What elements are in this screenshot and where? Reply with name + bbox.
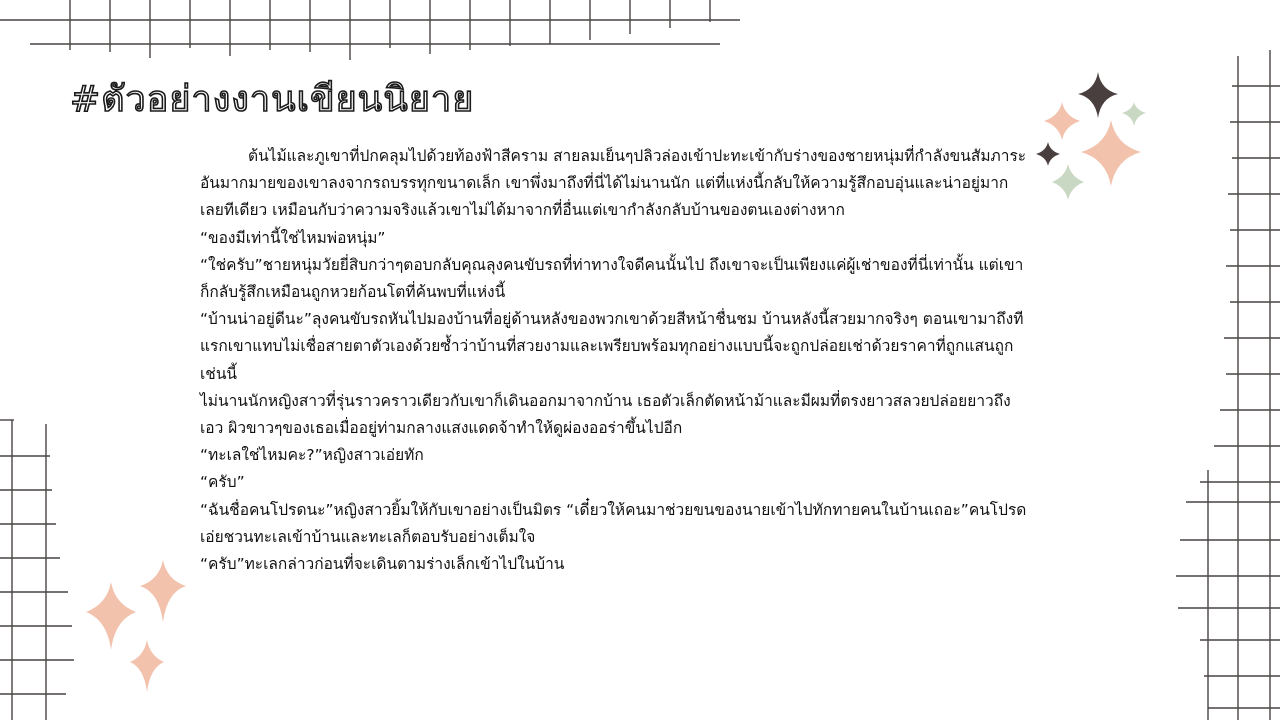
story-paragraph: “ครับ” [200,473,245,492]
sparkle-icon [130,640,164,692]
story-body [200,143,1030,578]
sparkle-icon [1122,102,1146,126]
story-paragraph: “ใช่ครับ”ชายหนุ่มวัยยี่สิบกว่าๆตอบกลับคุณลุงคนขับรถที่ท่าทางใจดีคนนั้นไป ถึงเขาจะเป็นเพียงแค่ผู้เช่าของที่นี่เท่านั้น แต่เขาก็กลับรู้สึกเหมือนถูกหวยก้อนโตที่ค้นพบที่แห่งนี้ [200,255,1024,302]
story-paragraph: “บ้านน่าอยู่ดีนะ”ลุงคนขับรถหันไปมองบ้านที่อยู่ด้านหลังของพวกเขาด้วยสีหน้าชื่นชม บ้านหลังนี้สวยมากจริงๆ ตอนเขามาถึงทีแรกเขาแทบไม่เชื่อสายตาตัวเองด้วยซ้ำว่าบ้านที่สวยงามและเพรียบพร้อมทุกอย่างแบบนี้จะถูกปล่อยเช่าด้วยราคาที่ถูกแสนถูกเช่นนี้ [200,310,1024,383]
story-paragraph: “ครับ”ทะเลกล่าวก่อนที่จะเดินตามร่างเล็กเข้าไปในบ้าน [200,555,565,574]
grid-pattern-bottom-left [0,420,74,720]
sparkle-icon-cluster-top-right [1036,72,1146,200]
story-paragraph: “ทะเลใช่ไหมคะ?”หญิงสาวเอ่ยทัก [200,446,424,465]
story-paragraph: ต้นไม้และภูเขาที่ปกคลุมไปด้วยท้องฟ้าสีคราม สายลมเย็นๆปลิวล่องเข้าปะทะเข้ากับร่างของชายหนุ่มที่กำลังขนสัมภาระอันมากมายของเขาลงจากรถบรรทุกขนาดเล็ก เขาพึ่งมาถึงที่นี่ได้ไม่นานนัก แต่ที่แห่งนี้กลับให้ความรู้สึกอบอุ่นและน่าอยู่มากเลยทีเดียว เหมือนกับว่าความจริงแล้วเขาไม่ได้มาจากที่อื่นแต่เขากำลังกลับบ้านของตนเองต่างหาก [200,147,1027,220]
sparkle-icon [140,560,186,622]
story-paragraph: “ของมีเท่านี้ใช่ไหมพ่อหนุ่ม” [200,228,386,247]
sparkle-icon [1044,102,1080,140]
grid-pattern-top-left [0,0,740,60]
story-paragraph: “ฉันชื่อคนโปรดนะ”หญิงสาวยิ้มให้กับเขาอย่างเป็นมิตร “เดี๋ยวให้คนมาช่วยขนของนายเข้าไปทักทายคนในบ้านเถอะ”คนโปรดเอ่ยชวนทะเลเข้าบ้านและทะเลก็ตอบรับอย่างเต็มใจ [200,500,1027,546]
sparkle-icon [1052,164,1084,200]
story-paragraph: ไม่นานนักหญิงสาวที่รุ่นราวคราวเดียวกับเขาก็เดินออกมาจากบ้าน เธอตัวเล็กตัดหน้าม้าและมีผมที่ตรงยาวสลวยปล่อยยาวถึงเอว ผิวขาวๆของเธอเมื่ออยู่ท่ามกลางแสงแดดจ้าทำให้ดูผ่องออร่าขึ้นไปอีก [200,391,1011,438]
grid-pattern-right [1176,50,1280,720]
sparkle-icon [1081,120,1141,186]
sparkle-icon [86,582,136,650]
sparkle-icon-cluster-bottom-left [86,560,186,692]
sparkle-icon [1036,142,1060,166]
page-title: #ตัวอย่างงานเขียนนิยาย [70,79,475,120]
sparkle-icon [1078,72,1118,118]
